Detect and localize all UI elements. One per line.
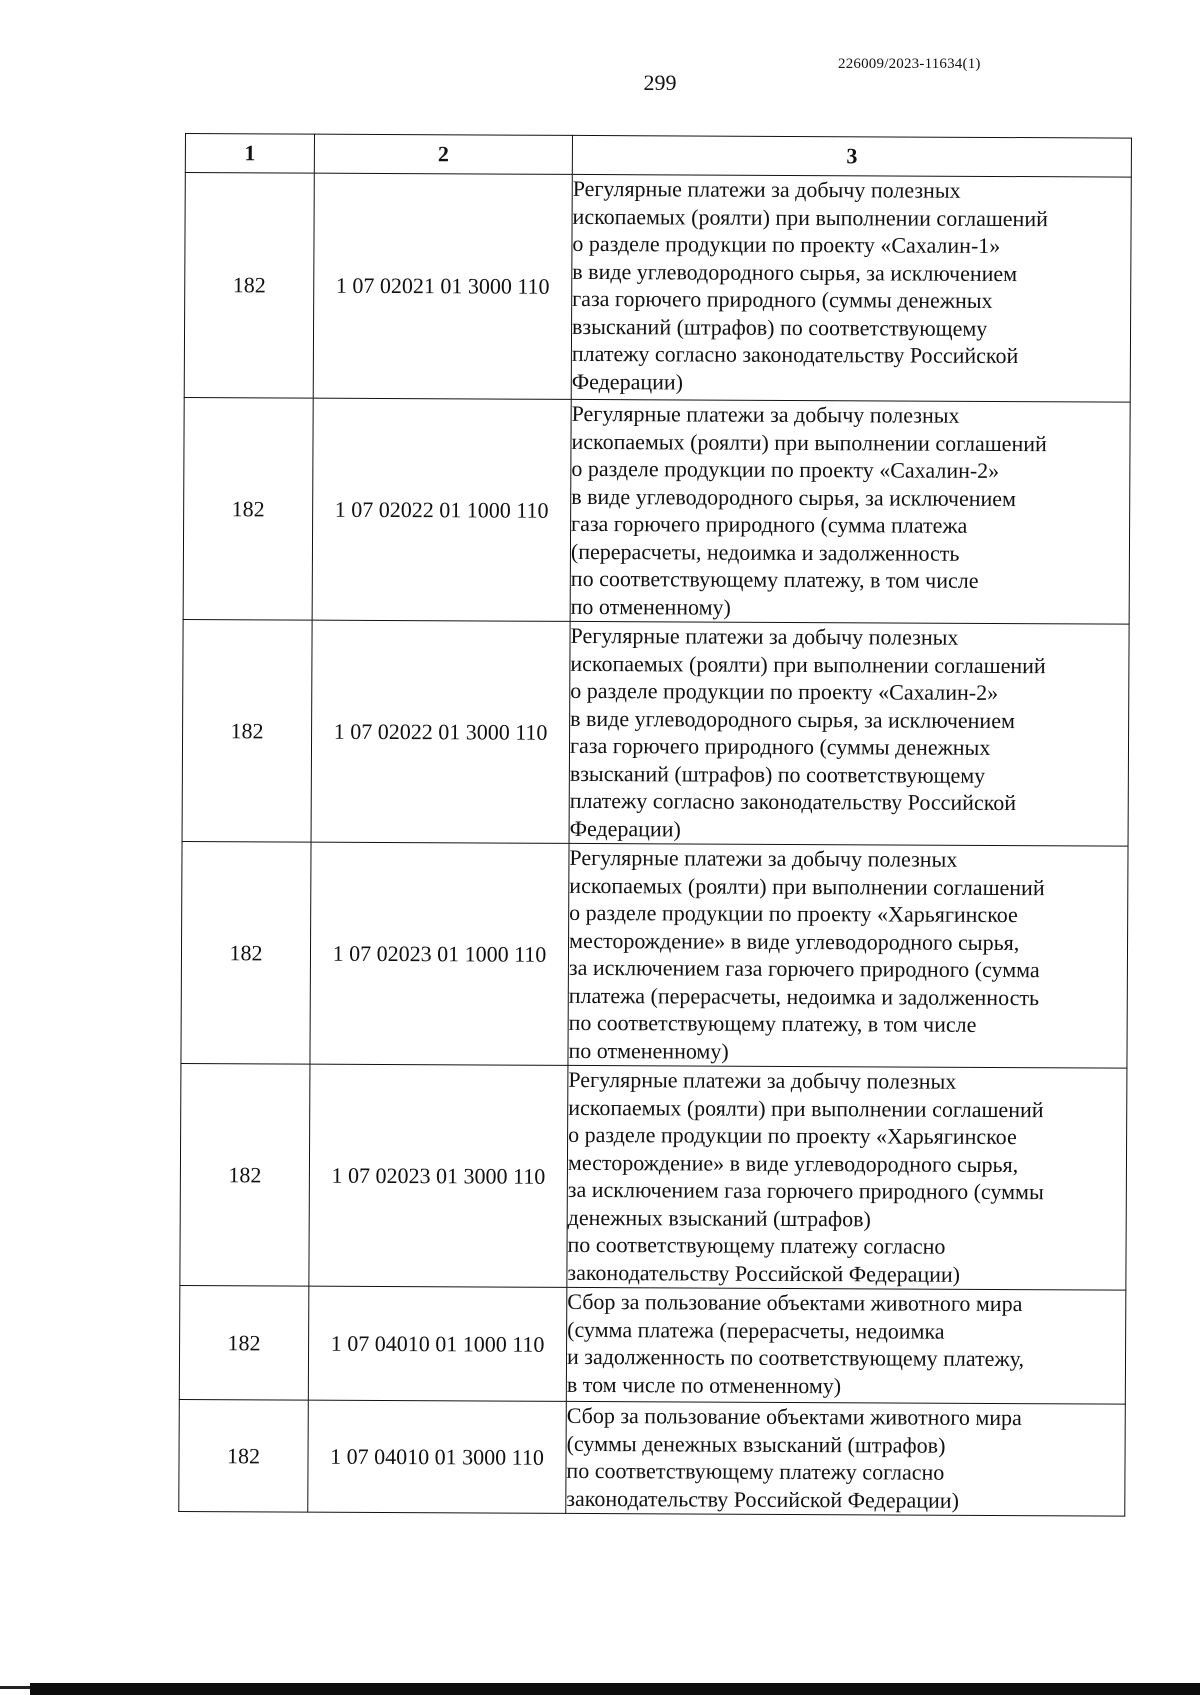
- table-row: [179, 1285, 1126, 1404]
- description-cell: Регулярные платежи за добычу полезных ископаемых (роялти) при выполнении соглашений о разделе продукции по проекту «Сахалин-2» в виде углеводородного сырья, за исключением газа горючего природного (сумма платежа (перерасчеты, недоимка и задолженность по соответствующему платежу, в том числе по отмененному): [570, 399, 1130, 624]
- table-row: [184, 173, 1131, 403]
- scan-edge-mark: [0, 1686, 30, 1689]
- description-cell: Сбор за пользование объектами животного мира (сумма платежа (перерасчеты, недоимка и задолженность по соответствующему платежу, в том числе по отмененному): [566, 1287, 1126, 1404]
- budget-code-cell: 1 07 02022 01 1000 110: [312, 398, 571, 621]
- budget-code-cell: 1 07 04010 01 1000 110: [308, 1286, 567, 1401]
- budget-code-cell: 1 07 04010 01 3000 110: [308, 1400, 567, 1513]
- description-cell: Регулярные платежи за добычу полезных ископаемых (роялти) при выполнении соглашений о разделе продукции по проекту «Сахалин-1» в виде углеводородного сырья, за исключением газа горючего природного (суммы денежных взысканий (штрафов) по соответствующему платежу согласно законодательству Российской Федерации): [571, 174, 1131, 402]
- table-row: [183, 397, 1130, 624]
- table-header-row: [185, 134, 1131, 178]
- admin-code-cell: 182: [182, 619, 312, 842]
- budget-code-cell: 1 07 02022 01 3000 110: [311, 620, 570, 843]
- budget-code-cell: 1 07 02023 01 1000 110: [310, 842, 569, 1065]
- description-cell: Регулярные платежи за добычу полезных ископаемых (роялти) при выполнении соглашений о разделе продукции по проекту «Сахалин-2» в виде углеводородного сырья, за исключением газа горючего природного (суммы денежных взысканий (штрафов) по соответствующему платежу согласно законодательству Российской Федерации): [569, 621, 1129, 846]
- budget-codes-table: [178, 133, 1132, 1517]
- description-cell: Регулярные платежи за добычу полезных ископаемых (роялти) при выполнении соглашений о разделе продукции по проекту «Харьягинское месторождение» в виде углеводородного сырья, за исключением газа горючего природного (суммы денежных взысканий (штрафов) по соответствующему платежу согласно законодательству Российской Федерации): [567, 1065, 1127, 1290]
- budget-code-cell: 1 07 02023 01 3000 110: [309, 1064, 568, 1287]
- scan-edge-bar: [30, 1683, 1200, 1695]
- admin-code-cell: 182: [179, 1285, 309, 1400]
- budget-code-cell: 1 07 02021 01 3000 110: [313, 173, 572, 399]
- table-row: [181, 841, 1128, 1068]
- description-cell: Сбор за пользование объектами животного мира (суммы денежных взысканий (штрафов) по соответствующему платежу согласно законодательству Российской Федерации): [566, 1401, 1126, 1516]
- table-row: [182, 619, 1129, 846]
- column-header-1: 1: [185, 134, 314, 174]
- table-row: [180, 1063, 1127, 1290]
- table-row: [179, 1399, 1126, 1516]
- page-number: 299: [643, 70, 677, 95]
- admin-code-cell: 182: [179, 1399, 309, 1512]
- column-header-3: 3: [572, 135, 1131, 177]
- description-cell: Регулярные платежи за добычу полезных ископаемых (роялти) при выполнении соглашений о разделе продукции по проекту «Харьягинское месторождение» в виде углеводородного сырья, за исключением газа горючего природного (сумма платежа (перерасчеты, недоимка и задолженность по соответствующему платежу, в том числе по отмененному): [568, 843, 1128, 1068]
- column-header-2: 2: [314, 134, 572, 174]
- admin-code-cell: 182: [180, 1063, 310, 1286]
- document-id: 226009/2023-11634(1): [838, 56, 981, 72]
- admin-code-cell: 182: [183, 397, 313, 620]
- admin-code-cell: 182: [184, 173, 314, 399]
- admin-code-cell: 182: [181, 841, 311, 1064]
